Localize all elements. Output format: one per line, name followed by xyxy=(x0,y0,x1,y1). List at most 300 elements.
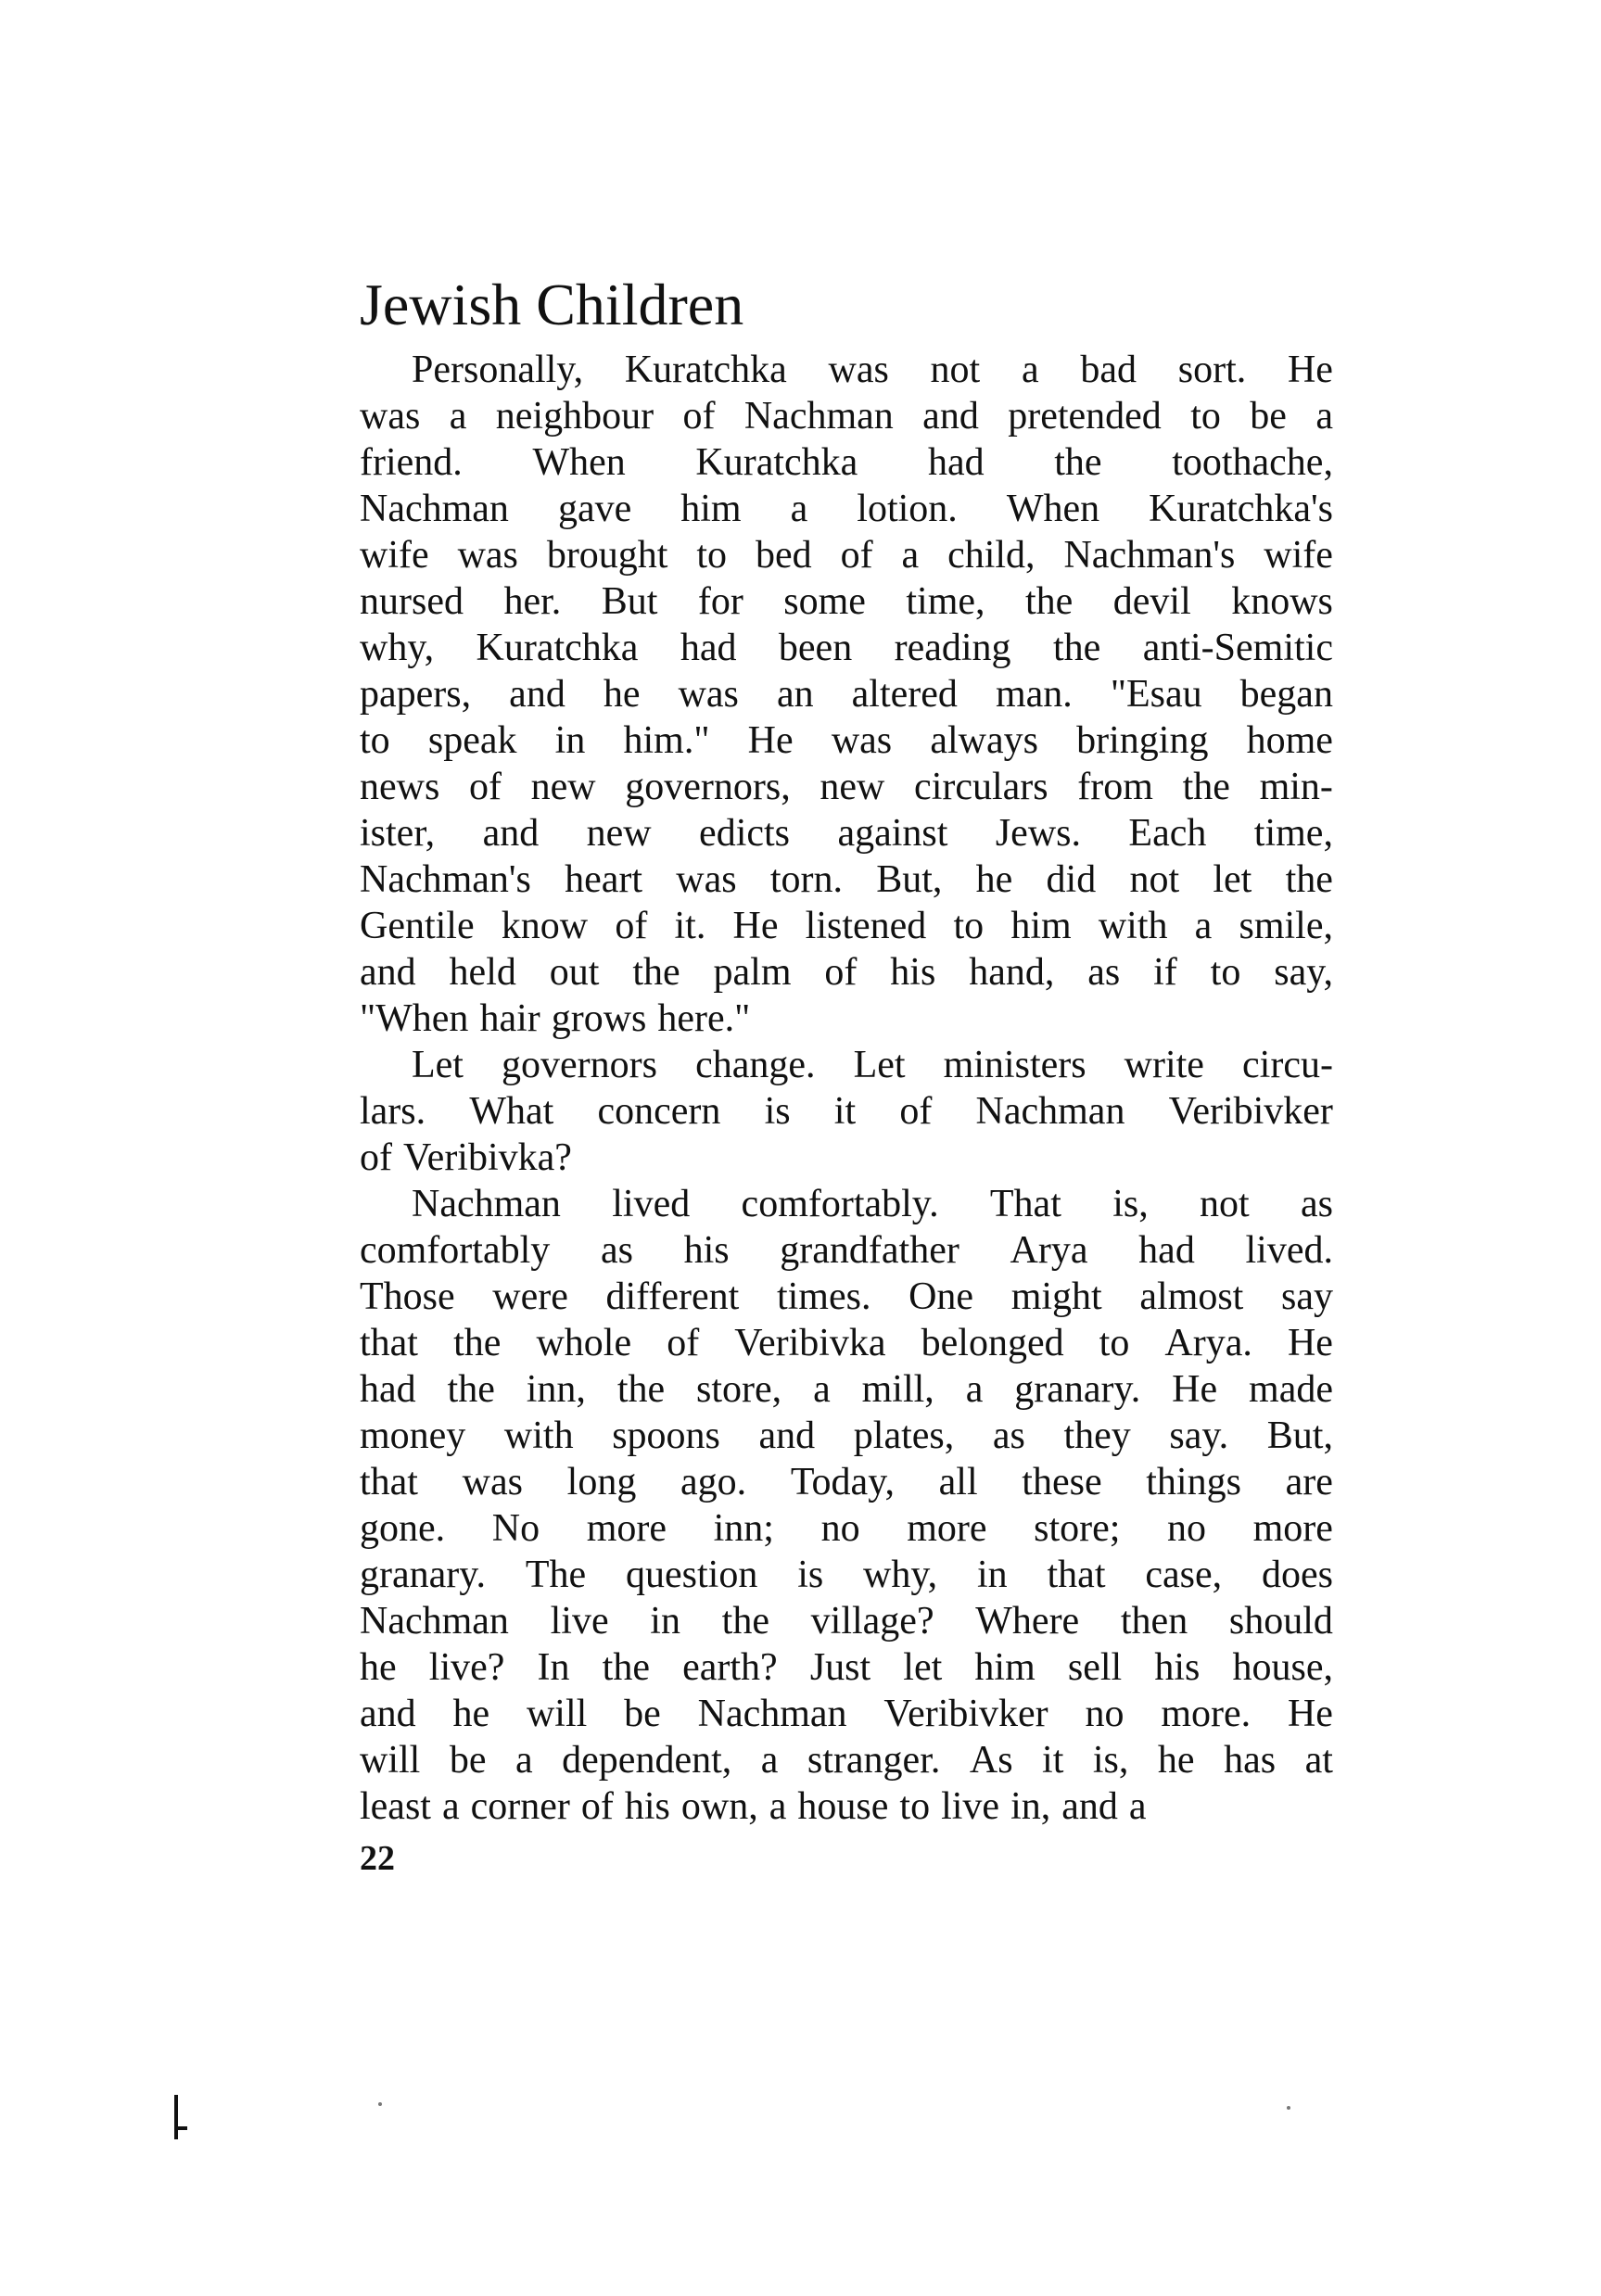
word: circulars xyxy=(914,766,1048,808)
word: a xyxy=(449,395,467,438)
word: pretended xyxy=(1008,395,1162,438)
word: store; xyxy=(1034,1507,1121,1550)
word: was xyxy=(457,534,518,577)
word: be xyxy=(449,1739,487,1782)
word: at xyxy=(1304,1739,1333,1782)
text-line xyxy=(360,1644,1333,1691)
word: was xyxy=(360,395,421,438)
word: had xyxy=(680,627,737,669)
word: stranger. xyxy=(807,1739,941,1782)
word: not xyxy=(1200,1183,1250,1225)
word: to xyxy=(1210,951,1241,994)
word: it xyxy=(1042,1739,1064,1782)
text-line xyxy=(360,949,1333,996)
word: of xyxy=(468,766,502,808)
word: plates, xyxy=(853,1414,955,1457)
text-line xyxy=(360,347,1333,393)
word: speak xyxy=(427,719,517,762)
word: to xyxy=(899,1785,931,1828)
word: least xyxy=(360,1785,431,1828)
word: circu- xyxy=(1242,1044,1333,1086)
word: of xyxy=(360,1136,392,1179)
word: Those xyxy=(360,1275,455,1318)
word: He xyxy=(1287,1693,1333,1735)
word: When xyxy=(532,441,626,484)
word: as xyxy=(1301,1183,1333,1225)
text-line xyxy=(360,1366,1333,1413)
word: her. xyxy=(503,580,562,623)
word: Veribivker xyxy=(883,1693,1048,1735)
word: mill, xyxy=(861,1368,934,1411)
word: money xyxy=(360,1414,466,1457)
word: sell xyxy=(1067,1646,1123,1689)
word: let xyxy=(1213,858,1252,901)
word: new xyxy=(586,812,652,855)
text-line xyxy=(360,1320,1333,1366)
word: say, xyxy=(1274,951,1333,994)
word: earth? xyxy=(682,1646,778,1689)
word: concern xyxy=(597,1090,721,1133)
word: was xyxy=(462,1461,523,1503)
word: Nachman xyxy=(697,1693,847,1735)
word: of xyxy=(824,951,858,994)
word: held xyxy=(449,951,516,994)
text-line xyxy=(360,1505,1333,1552)
word: will xyxy=(360,1739,421,1782)
word: the xyxy=(632,951,680,994)
word: in xyxy=(650,1600,680,1643)
word: gave xyxy=(557,488,632,530)
word: he xyxy=(1157,1739,1195,1782)
word: "When xyxy=(360,997,469,1040)
word: Veribivka xyxy=(734,1322,886,1364)
word: He xyxy=(1172,1368,1218,1411)
word: more xyxy=(586,1507,667,1550)
word: palm xyxy=(713,951,792,994)
word: of xyxy=(899,1090,933,1133)
text-line xyxy=(360,1737,1333,1783)
word: man. xyxy=(995,673,1073,716)
word: as xyxy=(992,1414,1025,1457)
word: almost xyxy=(1139,1275,1244,1318)
word: from xyxy=(1077,766,1153,808)
word: they xyxy=(1063,1414,1131,1457)
word: As xyxy=(969,1739,1013,1782)
word: governors xyxy=(502,1044,657,1086)
word: lotion. xyxy=(857,488,958,530)
word: a xyxy=(441,1785,460,1828)
word: bed xyxy=(755,534,812,577)
word: of xyxy=(840,534,873,577)
word: was xyxy=(676,858,737,901)
word: friend. xyxy=(360,441,463,484)
word: a xyxy=(1315,395,1333,438)
word: him xyxy=(680,488,742,530)
text-line xyxy=(360,1181,1333,1227)
word: to xyxy=(1099,1322,1130,1364)
word: in xyxy=(554,719,586,762)
word: wife xyxy=(1264,534,1333,577)
word: But xyxy=(601,580,658,623)
word: lived xyxy=(612,1183,691,1225)
word: brought xyxy=(546,534,668,577)
word: why, xyxy=(863,1554,938,1596)
word: Arya xyxy=(1010,1229,1088,1272)
word: and xyxy=(509,673,565,716)
word: live? xyxy=(428,1646,505,1689)
text-line xyxy=(360,717,1333,764)
word: against xyxy=(837,812,948,855)
word: belonged xyxy=(921,1322,1064,1364)
word: the xyxy=(616,1368,666,1411)
word: is xyxy=(764,1090,791,1133)
word: gone. xyxy=(360,1507,446,1550)
word: The xyxy=(525,1554,587,1596)
word: That xyxy=(989,1183,1061,1225)
word: not xyxy=(930,349,981,391)
word: his xyxy=(683,1229,730,1272)
text-line xyxy=(360,1552,1333,1598)
word: He xyxy=(747,719,794,762)
word: knows xyxy=(1231,580,1333,623)
word: ago. xyxy=(680,1461,747,1503)
word: news xyxy=(360,766,440,808)
word: neighbour xyxy=(495,395,654,438)
word: a xyxy=(813,1368,831,1411)
word: min- xyxy=(1259,766,1333,808)
text-line xyxy=(360,1042,1333,1088)
word: began xyxy=(1239,673,1333,716)
word: new xyxy=(820,766,885,808)
word: the xyxy=(1025,580,1074,623)
word: Personally, xyxy=(412,349,584,391)
text-line xyxy=(360,903,1333,949)
word: the xyxy=(1285,858,1333,901)
scan-mark xyxy=(172,2095,180,2139)
word: with xyxy=(503,1414,574,1457)
word: When xyxy=(1006,488,1100,530)
word: listened xyxy=(805,905,927,947)
word: Today, xyxy=(790,1461,895,1503)
word: Kuratchka xyxy=(695,441,858,484)
word: a xyxy=(1021,349,1039,391)
word: lars. xyxy=(360,1090,426,1133)
word: ister, xyxy=(360,812,436,855)
word: a xyxy=(965,1368,984,1411)
word: of xyxy=(682,395,716,438)
word: let xyxy=(903,1646,943,1689)
text-line xyxy=(360,810,1333,856)
word: hair xyxy=(479,997,540,1040)
word: No xyxy=(491,1507,540,1550)
word: for xyxy=(697,580,743,623)
word: his xyxy=(624,1785,670,1828)
word: live xyxy=(550,1600,609,1643)
paragraph xyxy=(360,347,1333,1042)
word: write xyxy=(1124,1044,1204,1086)
body-text xyxy=(360,347,1333,1830)
word: nursed xyxy=(360,580,464,623)
word: know xyxy=(501,905,589,947)
word: and xyxy=(922,395,979,438)
word: change. xyxy=(695,1044,816,1086)
text-line xyxy=(360,856,1333,903)
word: to xyxy=(360,719,390,762)
word: has xyxy=(1224,1739,1277,1782)
word: long xyxy=(566,1461,637,1503)
word: He xyxy=(732,905,779,947)
running-head: Jewish Children xyxy=(360,272,744,337)
word: to xyxy=(1190,395,1221,438)
word: no xyxy=(820,1507,860,1550)
text-line xyxy=(360,1598,1333,1644)
word: does xyxy=(1261,1554,1333,1596)
word: the xyxy=(602,1646,650,1689)
word: Each xyxy=(1128,812,1207,855)
word: devil xyxy=(1112,580,1191,623)
text-line xyxy=(360,578,1333,625)
word: in xyxy=(977,1554,1008,1596)
word: his xyxy=(890,951,936,994)
text-line xyxy=(360,1413,1333,1459)
word: heart xyxy=(565,858,643,901)
word: and xyxy=(482,812,540,855)
word: toothache, xyxy=(1172,441,1333,484)
word: an xyxy=(776,673,814,716)
word: were xyxy=(492,1275,568,1318)
word: in, xyxy=(1010,1785,1051,1828)
word: is xyxy=(797,1554,824,1596)
word: had xyxy=(1138,1229,1195,1272)
word: question xyxy=(626,1554,758,1596)
word: village? xyxy=(810,1600,934,1643)
word: might xyxy=(1010,1275,1102,1318)
word: are xyxy=(1285,1461,1333,1503)
word: a xyxy=(769,1785,787,1828)
word: to xyxy=(953,905,985,947)
word: more xyxy=(907,1507,987,1550)
word: Where xyxy=(975,1600,1080,1643)
word: these xyxy=(1022,1461,1102,1503)
word: Nachman xyxy=(360,1600,509,1643)
text-line xyxy=(360,625,1333,671)
word: lived. xyxy=(1245,1229,1333,1272)
word: out xyxy=(549,951,600,994)
word: as xyxy=(1087,951,1121,994)
word: time, xyxy=(906,580,985,623)
word: no xyxy=(1167,1507,1207,1550)
word: say. xyxy=(1169,1414,1229,1457)
word: Gentile xyxy=(360,905,475,947)
word: him xyxy=(974,1646,1036,1689)
word: a xyxy=(790,488,808,530)
word: inn, xyxy=(526,1368,586,1411)
word: wife xyxy=(360,534,429,577)
word: is, xyxy=(1092,1739,1129,1782)
word: bad xyxy=(1080,349,1137,391)
word: had xyxy=(360,1368,416,1411)
word: of xyxy=(667,1322,700,1364)
word: always xyxy=(930,719,1038,762)
word: he xyxy=(975,858,1013,901)
word: the xyxy=(1182,766,1230,808)
word: smile, xyxy=(1239,905,1333,947)
word: the xyxy=(1052,627,1101,669)
text-line xyxy=(360,1274,1333,1320)
text-line xyxy=(360,1227,1333,1274)
text-line xyxy=(360,1691,1333,1737)
word: spoons xyxy=(612,1414,720,1457)
word: be xyxy=(624,1693,661,1735)
word: One xyxy=(909,1275,974,1318)
word: He xyxy=(1287,1322,1333,1364)
paragraph xyxy=(360,1181,1333,1830)
word: hand, xyxy=(969,951,1055,994)
word: say xyxy=(1280,1275,1333,1318)
word: grandfather xyxy=(780,1229,959,1272)
word: new xyxy=(530,766,596,808)
word: it xyxy=(833,1090,857,1133)
text-line xyxy=(360,1088,1333,1135)
word: edicts xyxy=(699,812,791,855)
word: Nachman xyxy=(975,1090,1125,1133)
word: whole xyxy=(536,1322,632,1364)
word: the xyxy=(447,1368,495,1411)
word: a xyxy=(515,1739,533,1782)
word: different xyxy=(605,1275,740,1318)
word: here." xyxy=(657,997,751,1040)
word: he xyxy=(603,673,641,716)
word: more. xyxy=(1161,1693,1252,1735)
word: inn; xyxy=(713,1507,774,1550)
scan-mark-stem xyxy=(174,2095,178,2139)
word: was xyxy=(831,719,893,762)
word: a xyxy=(1194,905,1213,947)
word: governors, xyxy=(625,766,791,808)
word: He xyxy=(1287,349,1333,391)
word: "Esau xyxy=(1110,673,1202,716)
word: as xyxy=(600,1229,633,1272)
word: Nachman xyxy=(412,1183,561,1225)
word: grows xyxy=(551,997,647,1040)
text-line xyxy=(360,1459,1333,1505)
word: and xyxy=(1061,1785,1118,1828)
word: had xyxy=(927,441,985,484)
word: Jews. xyxy=(995,812,1081,855)
word: Let xyxy=(853,1044,906,1086)
word: store, xyxy=(696,1368,782,1411)
word: him." xyxy=(623,719,710,762)
word: is, xyxy=(1112,1183,1149,1225)
word: more xyxy=(1252,1507,1333,1550)
text-line xyxy=(360,439,1333,486)
word: But, xyxy=(876,858,943,901)
word: not xyxy=(1129,858,1180,901)
word: the xyxy=(1054,441,1102,484)
word: things xyxy=(1146,1461,1241,1503)
text-line xyxy=(360,393,1333,439)
text-line xyxy=(360,996,1333,1042)
word: Kuratchka xyxy=(476,627,639,669)
word: no xyxy=(1085,1693,1125,1735)
word: comfortably. xyxy=(741,1183,939,1225)
word: Nachman xyxy=(360,488,509,530)
word: Kuratchka xyxy=(624,349,787,391)
word: if xyxy=(1153,951,1177,994)
paragraph xyxy=(360,1042,1333,1181)
word: In xyxy=(537,1646,570,1689)
word: the xyxy=(453,1322,502,1364)
word: then xyxy=(1120,1600,1188,1643)
word: Just xyxy=(809,1646,871,1689)
word: did xyxy=(1046,858,1097,901)
word: bringing xyxy=(1076,719,1209,762)
word: the xyxy=(721,1600,769,1643)
word: a xyxy=(1128,1785,1147,1828)
word: that xyxy=(360,1461,418,1503)
word: Nachman xyxy=(743,395,894,438)
scan-mark-foot xyxy=(174,2126,187,2130)
word: was xyxy=(828,349,889,391)
word: why, xyxy=(360,627,435,669)
word: case, xyxy=(1145,1554,1223,1596)
word: he xyxy=(452,1693,490,1735)
word: altered xyxy=(851,673,958,716)
word: him xyxy=(1010,905,1072,947)
word: with xyxy=(1098,905,1168,947)
word: and xyxy=(360,1693,416,1735)
text-line xyxy=(360,532,1333,578)
word: of xyxy=(615,905,648,947)
word: ministers xyxy=(943,1044,1086,1086)
word: torn. xyxy=(769,858,843,901)
word: will xyxy=(526,1693,588,1735)
word: it. xyxy=(674,905,706,947)
word: of xyxy=(580,1785,614,1828)
word: some xyxy=(783,580,866,623)
word: What xyxy=(469,1090,554,1133)
word: Veribivka? xyxy=(403,1136,572,1179)
word: Nachman's xyxy=(360,858,531,901)
text-line xyxy=(360,671,1333,717)
word: anti-Semitic xyxy=(1142,627,1333,669)
word: comfortably xyxy=(360,1229,551,1272)
text-line xyxy=(360,486,1333,532)
page-number: 22 xyxy=(360,1839,395,1878)
word: that xyxy=(1047,1554,1106,1596)
word: and xyxy=(360,951,416,994)
word: time, xyxy=(1253,812,1333,855)
word: But, xyxy=(1266,1414,1333,1457)
scan-speck xyxy=(1287,2106,1290,2110)
text-block xyxy=(360,269,1333,1882)
word: times. xyxy=(776,1275,871,1318)
word: sort. xyxy=(1177,349,1247,391)
word: been xyxy=(778,627,853,669)
word: his xyxy=(1154,1646,1201,1689)
word: be xyxy=(1250,395,1287,438)
word: home xyxy=(1246,719,1333,762)
word: Nachman's xyxy=(1063,534,1236,577)
text-line xyxy=(360,764,1333,810)
word: a xyxy=(760,1739,779,1782)
word: he xyxy=(360,1646,397,1689)
word: made xyxy=(1249,1368,1333,1411)
word: papers, xyxy=(360,673,472,716)
word: live xyxy=(941,1785,1000,1828)
word: that xyxy=(360,1322,418,1364)
word: granary. xyxy=(360,1554,487,1596)
